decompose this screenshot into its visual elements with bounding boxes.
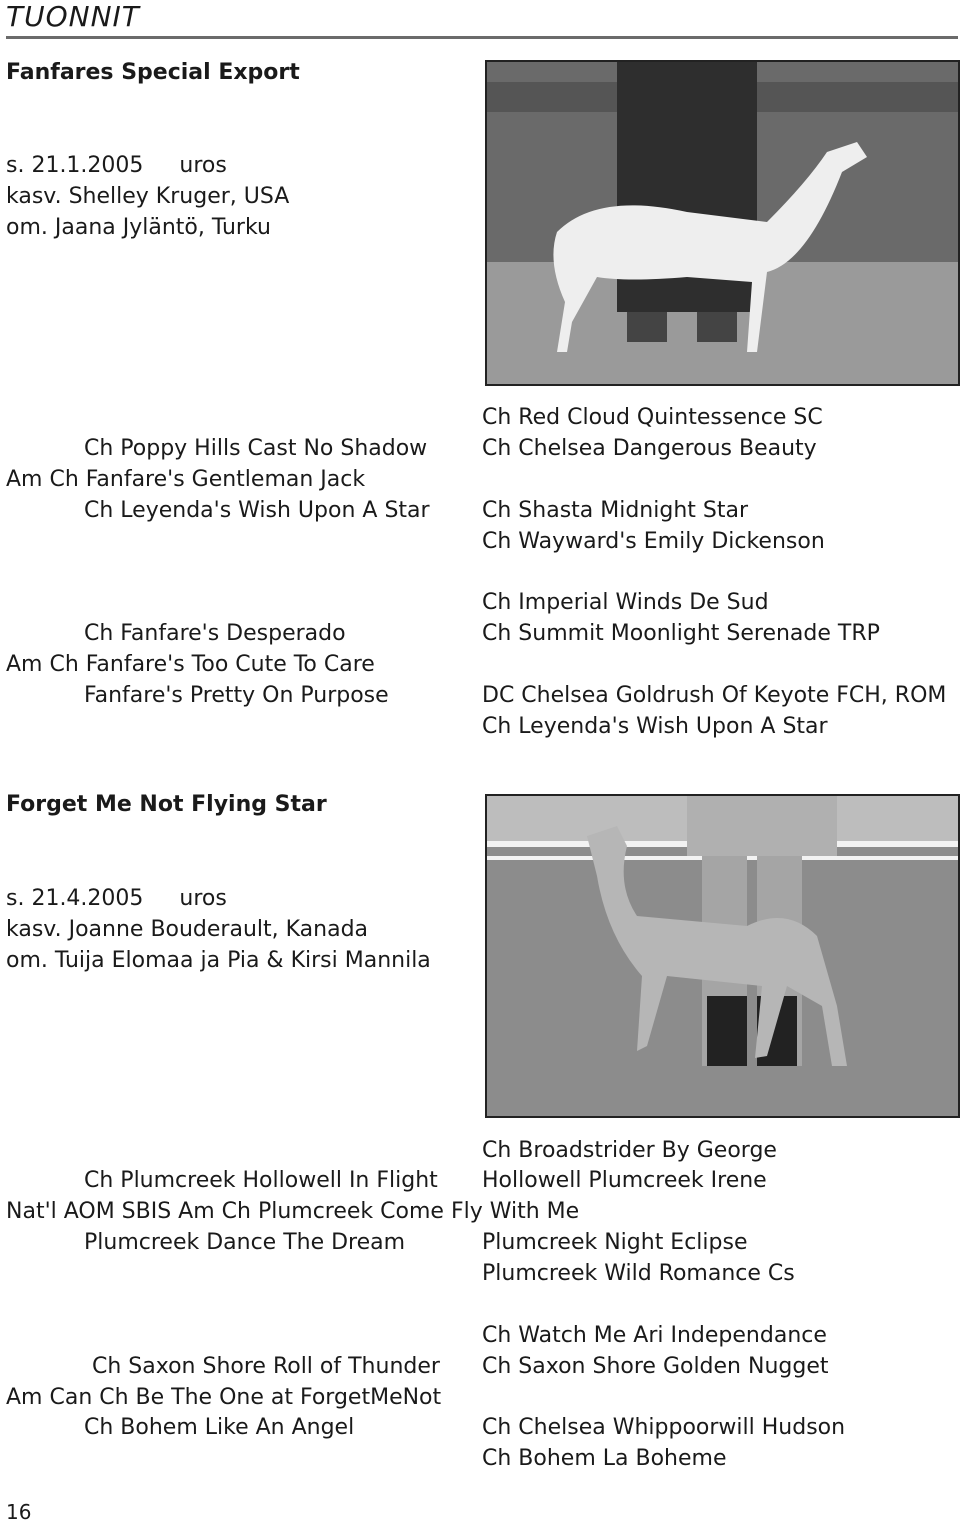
dog2-g3-4: Plumcreek Wild Romance Cs: [482, 1261, 795, 1286]
dog2-g3-2: Hollowell Plumcreek Irene: [482, 1168, 767, 1193]
dog1-dam: Am Ch Fanfare's Too Cute To Care: [6, 652, 375, 677]
dog1-sire-dam: Ch Leyenda's Wish Upon A Star: [84, 498, 430, 523]
dog2-dam: Am Can Ch Be The One at ForgetMeNot: [6, 1385, 442, 1410]
dog1-g3-7: DC Chelsea Goldrush Of Keyote FCH, ROM: [482, 683, 947, 708]
dog2-g3-7: Ch Chelsea Whippoorwill Hudson: [482, 1415, 846, 1440]
dog1-photo: [485, 60, 960, 386]
dog1-sire-sire: Ch Poppy Hills Cast No Shadow: [84, 436, 428, 461]
dog1-g3-5: Ch Imperial Winds De Sud: [482, 590, 769, 615]
dog1-g3-3: Ch Shasta Midnight Star: [482, 498, 749, 523]
dog1-sex: uros: [179, 153, 227, 178]
dog2-g3-1: Ch Broadstrider By George: [482, 1138, 777, 1163]
dog2-sex: uros: [179, 886, 227, 911]
dog2-sire: Nat'l AOM SBIS Am Ch Plumcreek Come Fly With Me: [6, 1199, 580, 1224]
dog2-name: Forget Me Not Flying Star: [6, 792, 327, 817]
header-divider: [6, 36, 958, 39]
dog2-g3-5: Ch Watch Me Ari Independance: [482, 1323, 827, 1348]
dog1-breeder: kasv. Shelley Kruger, USA: [6, 184, 290, 209]
dog1-g3-1: Ch Red Cloud Quintessence SC: [482, 405, 823, 430]
dog2-g3-8: Ch Bohem La Boheme: [482, 1446, 727, 1471]
dog2-sire-dam: Plumcreek Dance The Dream: [84, 1230, 406, 1255]
dog1-g3-8: Ch Leyenda's Wish Upon A Star: [482, 714, 828, 739]
dog2-dam-dam: Ch Bohem Like An Angel: [84, 1415, 355, 1440]
dog1-name: Fanfares Special Export: [6, 60, 300, 85]
dog1-g3-6: Ch Summit Moonlight Serenade TRP: [482, 621, 880, 646]
dog1-dam-sire: Ch Fanfare's Desperado: [84, 621, 346, 646]
page-number: 16: [6, 1500, 32, 1524]
dog2-birth: [6, 886, 227, 912]
dog1-g3-4: Ch Wayward's Emily Dickenson: [482, 529, 825, 554]
dog2-dam-sire: Ch Saxon Shore Roll of Thunder: [92, 1354, 440, 1379]
dog1-dam-dam: Fanfare's Pretty On Purpose: [84, 683, 389, 708]
dog2-breeder: kasv. Joanne Bouderault, Kanada: [6, 917, 369, 942]
dog1-owner: om. Jaana Jyläntö, Turku: [6, 215, 271, 240]
dog1-g3-2: Ch Chelsea Dangerous Beauty: [482, 436, 817, 461]
dog2-g3-6: Ch Saxon Shore Golden Nugget: [482, 1354, 829, 1379]
dog2-birth-date: s. 21.4.2005: [6, 886, 144, 911]
dog2-photo: [485, 794, 960, 1118]
dog2-sire-sire: Ch Plumcreek Hollowell In Flight: [84, 1168, 438, 1193]
dog1-sire: Am Ch Fanfare's Gentleman Jack: [6, 467, 366, 492]
dog1-birth-date: s. 21.1.2005: [6, 153, 144, 178]
dog2-g3-3: Plumcreek Night Eclipse: [482, 1230, 748, 1255]
dog1-birth: [6, 153, 227, 179]
dog2-owner: om. Tuija Elomaa ja Pia & Kirsi Mannila: [6, 948, 431, 973]
section-title: TUONNIT: [6, 0, 140, 33]
